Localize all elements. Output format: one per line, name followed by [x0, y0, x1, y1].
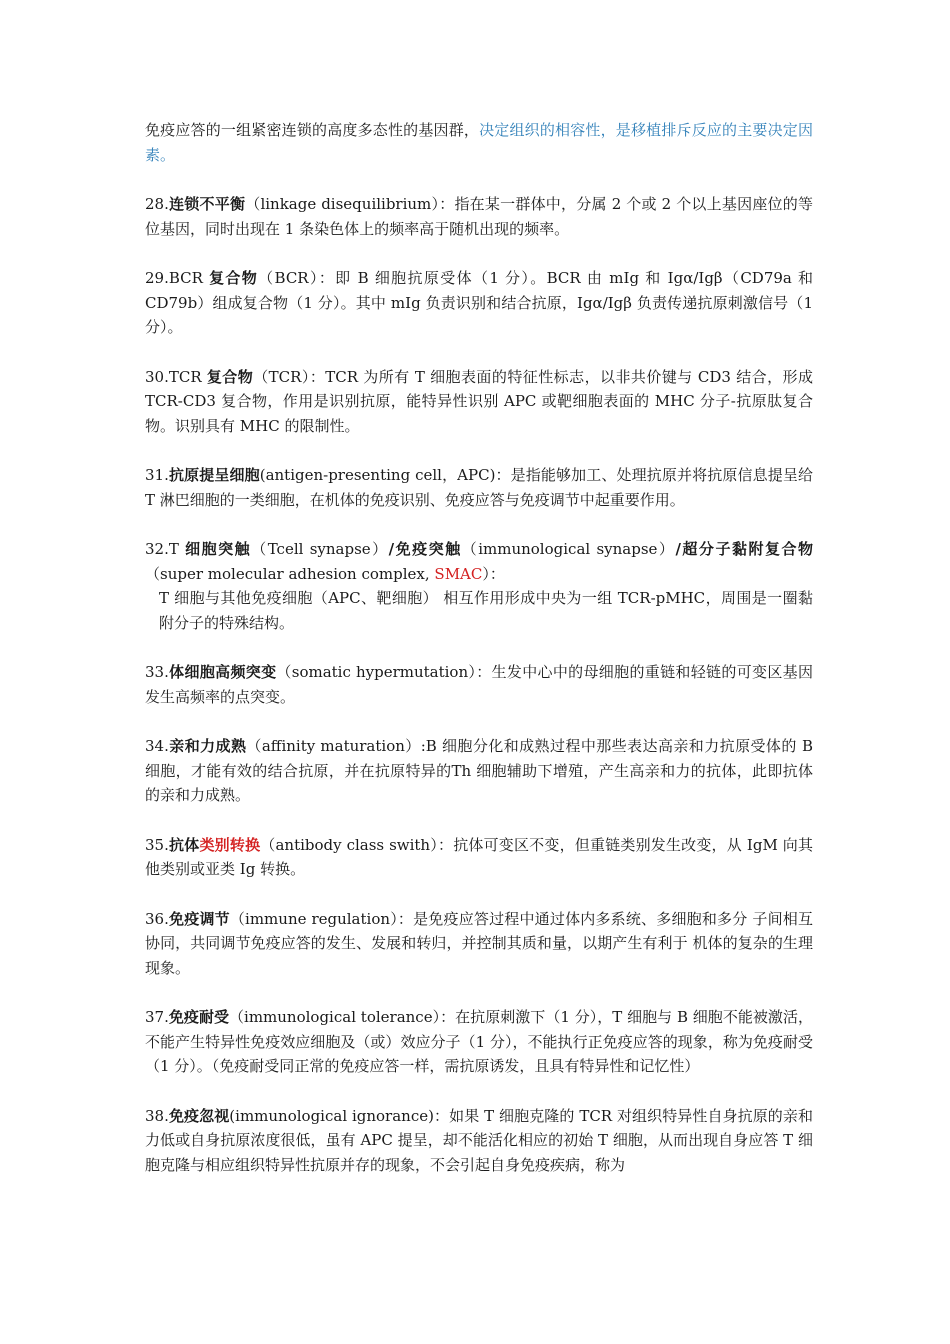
- entry-32-term-1: 细胞突触: [185, 540, 252, 558]
- entry-32-mid-3: （super molecular adhesion complex,: [145, 564, 435, 583]
- entry-33-body: （somatic hypermutation）：生发中心中的母细胞的重链和轻链的可变区基因发生高频率的点突变。: [145, 663, 813, 706]
- entry-28: [145, 192, 813, 241]
- entry-38-body: (immunological ignorance)：如果 T 细胞克隆的 TCR 对组织特异性自身抗原的亲和力低或自身抗原浓度很低，虽有 APC 提呈，却不能活化相应的初始 T 细胞，从而出现自身应答 T 细胞克隆与相应组织特异性抗原并存的现象，不会引起自身免疫疾病，称为: [145, 1106, 813, 1174]
- entry-32-detail: T 细胞与其他免疫细胞（APC、靶细胞） 相互作用形成中央为一组 TCR-pMHC，周围是一圈黏附分子的特殊结构。: [159, 589, 813, 632]
- entry-36-term: 免疫调节: [168, 909, 230, 928]
- entry-29-term: 复合物: [209, 269, 259, 287]
- entry-32-number: 32.T: [145, 540, 186, 558]
- entry-31-number: 31.: [145, 466, 169, 484]
- entry-29-body: （BCR）：即 B 细胞抗原受体（1 分）。BCR 由 mIg 和 Igα/Igβ（CD79a 和 CD79b）组成复合物（1 分）。其中 mIg 负责识别和结合抗原，Igα/Igβ 负责传递抗原刺激信号（1 分）。: [145, 269, 813, 336]
- entry-37: [145, 1005, 813, 1079]
- entry-34-body: （affinity maturation）:B 细胞分化和成熟过程中那些表达高亲和力抗原受体的 B 细胞，才能有效的结合抗原，并在抗原特异的Th 细胞辅助下增殖，产生高亲和力的抗体，此即抗体的亲和力成熟。: [145, 737, 813, 804]
- entry-32-end: ）：: [482, 564, 505, 583]
- entry-33-number: 33.: [145, 663, 169, 681]
- entry-33: [145, 660, 813, 709]
- entry-32-smac: SMAC: [434, 564, 483, 583]
- entry-37-term: 免疫耐受: [168, 1008, 229, 1026]
- entry-35-term: 抗体: [168, 835, 200, 854]
- entry-30-term: 复合物: [206, 367, 254, 386]
- entry-28-number: 28.: [145, 195, 169, 213]
- document-page: [145, 118, 813, 1202]
- entry-30-number: 30.TCR: [145, 367, 207, 386]
- entry-37-number: 37.: [145, 1008, 169, 1026]
- entry-31-body: (antigen-presenting cell，APC)：是指能够加工、处理抗原并将抗原信息提呈给 T 淋巴细胞的一类细胞，在机体的免疫识别、免疫应答与免疫调节中起重要作用。: [145, 466, 813, 509]
- entry-30: [145, 365, 813, 439]
- entry-38: [145, 1104, 813, 1178]
- entry-36-body: （immune regulation）：是免疫应答过程中通过体内多系统、多细胞和多分 子间相互协同，共同调节免疫应答的发生、发展和转归，并控制其质和量，以期产生有利于 机体的复杂的生理现象。: [145, 909, 813, 977]
- entry-29-number: 29.BCR: [145, 269, 210, 287]
- entry-32-mid-2: （immunological synapse）: [461, 540, 676, 558]
- entry-37-body: （immunological tolerance）：在抗原刺激下（1 分），T 细胞与 B 细胞不能被激活，不能产生特异性免疫效应细胞及（或）效应分子（1 分），不能执行正免疫应答的现象，称为免疫耐受（1 分）。（免疫耐受同正常的免疫应答一样，需抗原诱发，且具有特异性和记忆性）: [145, 1008, 813, 1075]
- entry-32-mid-1: （Tcell synapse）: [251, 540, 389, 558]
- entry-38-term: 免疫忽视: [168, 1106, 230, 1125]
- entry-34-term: 亲和力成熟: [168, 737, 247, 755]
- entry-32-term-2: /免疫突触: [388, 540, 462, 558]
- entry-32-term-3: /超分子黏附复合物: [675, 540, 813, 558]
- entry-36-number: 36.: [145, 909, 169, 928]
- entry-29: [145, 266, 813, 340]
- entry-33-term: 体细胞高频突变: [168, 663, 277, 681]
- intro-text: 免疫应答的一组紧密连锁的高度多态性的基因群，: [145, 121, 480, 139]
- intro-paragraph: [145, 118, 813, 167]
- entry-36: [145, 907, 813, 981]
- entry-35-number: 35.: [145, 835, 169, 854]
- entry-38-number: 38.: [145, 1106, 169, 1125]
- entry-34: [145, 734, 813, 808]
- entry-31-term: 抗原提呈细胞: [168, 466, 260, 484]
- entry-31: [145, 463, 813, 512]
- entry-28-body: （linkage disequilibrium）：指在某一群体中，分属 2 个或 2 个以上基因座位的等位基因，同时出现在 1 条染色体上的频率高于随机出现的频率。: [145, 195, 813, 238]
- entry-32: [145, 537, 813, 586]
- entry-34-number: 34.: [145, 737, 169, 755]
- entry-30-body: （TCR）：TCR 为所有 T 细胞表面的特征性标志，以非共价键与 CD3 结合，形成 TCR-CD3 复合物，作用是识别抗原，能特异性识别 APC 或靶细胞表面的 MHC 分子-抗原肽复合物。识别具有 MHC 的限制性。: [145, 367, 813, 435]
- entry-35: [145, 833, 813, 882]
- entry-35-red-term: 类别转换: [199, 835, 261, 854]
- intro-highlight: 决定组织的相容性，是移植排斥反应的主要决定因素。: [145, 121, 813, 164]
- entry-35-body: （antibody class swith）：抗体可变区不变，但重链类别发生改变，从 IgM 向其他类别或亚类 Ig 转换。: [145, 835, 813, 878]
- entry-28-term: 连锁不平衡: [168, 195, 246, 213]
